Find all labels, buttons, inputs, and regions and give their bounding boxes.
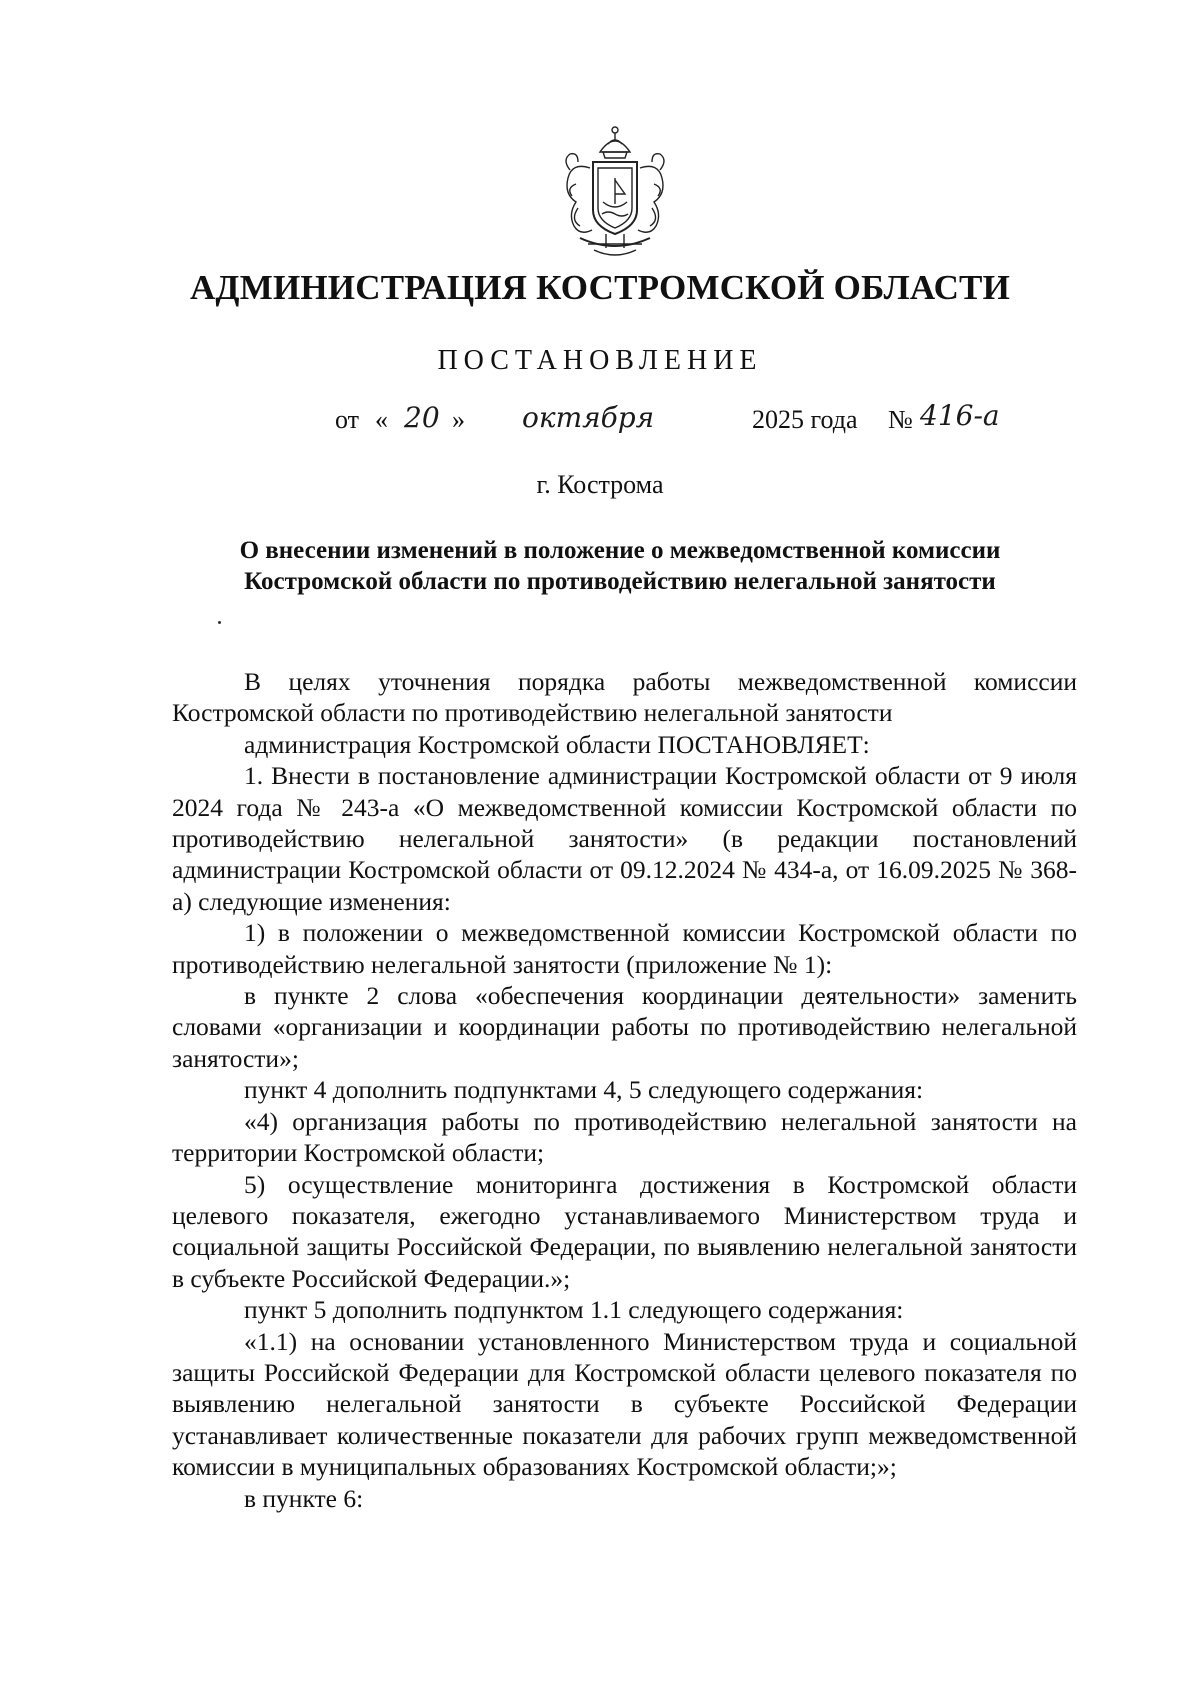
paragraph: «1.1) на основании установленного Министерством труда и социальной защиты Российской Федерации для Костромской области целевого показателя по выявлению нелегальной занятости в субъекте Российской Федерации устанавливает количественные показатели для рабочих групп межведомственной комиссии в муниципальных образованиях Костромской области;»; [172,1326,1077,1482]
document-title [170,535,1070,597]
paragraph: 1) в положении о межведомственной комиссии Костромской области по противодействию нелегальной занятости (приложение № 1): [172,918,1077,979]
paragraph: администрация Костромской области ПОСТАНОВЛЯЕТ: [244,729,870,759]
city: г. Кострома [536,470,664,499]
coat-of-arms-emblem [548,122,682,262]
date-day-handwritten: 20 [404,401,440,434]
paragraph: пункт 5 дополнить подпунктом 1.1 следующего содержания: [244,1295,904,1325]
paragraph: в пункте 2 слова «обеспечения координации деятельности» заменить словами «организации и координации работы по противодействию нелегальной занятости»; [172,981,1077,1073]
document-body [172,666,1077,1514]
paragraph: пункт 4 дополнить подпунктами 4, 5 следующего содержания: [244,1075,924,1105]
date-year: 2025 года [752,405,858,434]
paragraph: в пункте 6: [244,1483,364,1513]
stray-dot [218,621,221,624]
title-line: О внесении изменений в положение о межведомственной комиссии [239,537,1001,564]
number-sign: № [888,405,913,434]
date-open-quote: « [375,405,388,434]
paragraph: 5) осуществление мониторинга достижения в Костромской области целевого показателя, ежегодно устанавливаемого Министерством труда и социальной защиты Российской Федерации, по выявлению нелегальной занятости в субъекте Российской Федерации.»; [172,1169,1077,1293]
date-prefix: от [335,405,360,434]
title-line: Костромской области по противодействию нелегальной занятости [244,568,996,595]
authority-name: АДМИНИСТРАЦИЯ КОСТРОМСКОЙ ОБЛАСТИ [189,268,1011,307]
paragraph: 1. Внести в постановление администрации Костромской области от 9 июля 2024 года № 243-а «О межведомственной комиссии Костромской области по противодействию нелегальной занятости» (в редакции постановлений администрации Костромской области от 09.12.2024 № 434-а, от 16.09.2025 № 368-а) следующие изменения: [172,761,1077,916]
date-close-quote: » [452,405,465,434]
date-number-line [0,399,1200,445]
document-type: ПОСТАНОВЛЕНИЕ [437,345,763,376]
document-number-handwritten: 416-а [920,399,1000,432]
paragraph: В целях уточнения порядка работы межведомственной комиссии Костромской области по противодействию нелегальной занятости [172,667,1077,728]
date-month-handwritten: октября [522,401,655,434]
paragraph: «4) организация работы по противодействию нелегальной занятости на территории Костромской области; [172,1106,1077,1168]
